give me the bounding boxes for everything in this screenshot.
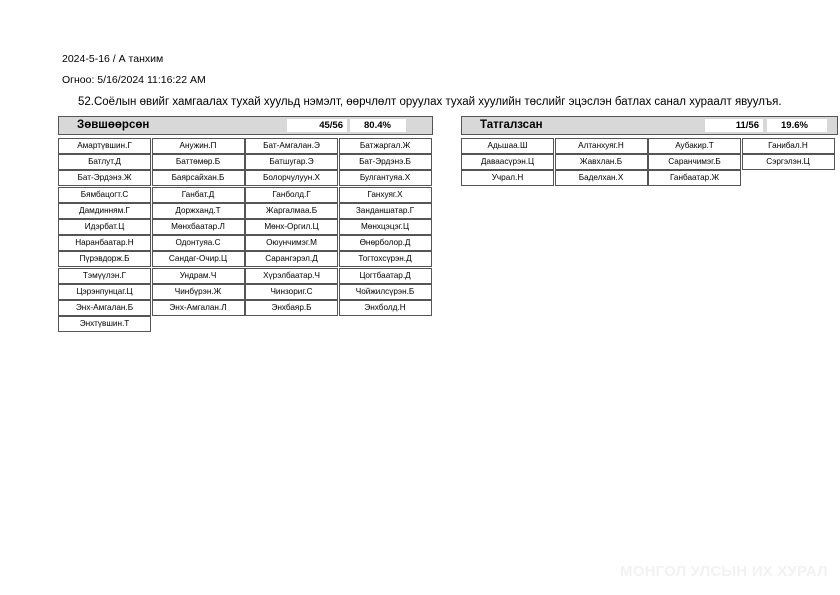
member-name-cell: Адьшаа.Ш <box>461 138 554 154</box>
member-name-cell: Хүрэлбаатар.Ч <box>245 268 338 284</box>
member-name-cell: Энхтүвшин.Т <box>58 316 151 332</box>
member-name-cell: Пүрэвдорж.Б <box>58 251 151 267</box>
member-name-cell: Доржханд.Т <box>152 203 245 219</box>
member-name-cell: Одонтуяа.С <box>152 235 245 251</box>
date-room-line: 2024-5-16 / А танхим <box>62 53 164 65</box>
member-name-cell: Мөнхбаатар.Л <box>152 219 245 235</box>
member-name-cell: Ганбат.Д <box>152 187 245 203</box>
member-name-cell: Батлут.Д <box>58 154 151 170</box>
member-name-cell: Чинзориг.С <box>245 284 338 300</box>
rejected-count: 11/56 <box>705 119 763 132</box>
member-name-cell: Өнөрболор.Д <box>339 235 432 251</box>
member-name-cell: Бямбацогт.С <box>58 187 151 203</box>
member-name-cell: Жавхлан.Б <box>555 154 648 170</box>
rejected-percent: 19.6% <box>767 119 827 132</box>
member-name-cell: Идэрбат.Ц <box>58 219 151 235</box>
member-name-cell: Бат-Эрдэнэ.Ж <box>58 170 151 186</box>
member-name-cell: Энх-Амгалан.Л <box>152 300 245 316</box>
member-name-cell: Баделхан.Х <box>555 170 648 186</box>
member-name-cell: Дамдинням.Г <box>58 203 151 219</box>
member-name-cell: Тэмүүлэн.Г <box>58 268 151 284</box>
member-name-cell: Баттөмөр.Б <box>152 154 245 170</box>
member-name-cell: Бат-Эрдэнэ.Б <box>339 154 432 170</box>
approved-header <box>58 116 433 135</box>
approved-names-grid <box>58 138 433 332</box>
rejected-names-grid <box>461 138 838 187</box>
member-name-cell: Сарангэрэл.Д <box>245 251 338 267</box>
member-name-cell: Бат-Амгалан.Э <box>245 138 338 154</box>
approved-label: Зөвшөөрсөн <box>77 119 150 131</box>
rejected-header <box>461 116 838 135</box>
member-name-cell: Даваасүрэн.Ц <box>461 154 554 170</box>
member-name-cell: Ундрам.Ч <box>152 268 245 284</box>
motion-title: 52.Соёлын өвийг хамгаалах тухай хуульд нэмэлт, өөрчлөлт оруулах тухай хуулийн төслийг эцэслэн батлах санал хураалт явуулъя. <box>78 96 782 108</box>
timestamp-line: Огноо: 5/16/2024 11:16:22 AM <box>62 74 206 86</box>
member-name-cell: Энх-Амгалан.Б <box>58 300 151 316</box>
member-name-cell: Мөнхцэцэг.Ц <box>339 219 432 235</box>
member-name-cell: Сэргэлэн.Ц <box>742 154 835 170</box>
member-name-cell: Энхболд.Н <box>339 300 432 316</box>
member-name-cell: Амартүвшин.Г <box>58 138 151 154</box>
member-name-cell: Чинбүрэн.Ж <box>152 284 245 300</box>
approved-count: 45/56 <box>287 119 347 132</box>
member-name-cell: Ганбаатар.Ж <box>648 170 741 186</box>
member-name-cell: Саранчимэг.Б <box>648 154 741 170</box>
approved-block <box>58 116 433 332</box>
member-name-cell: Оюунчимэг.М <box>245 235 338 251</box>
member-name-cell: Цогтбаатар.Д <box>339 268 432 284</box>
member-name-cell: Батжаргал.Ж <box>339 138 432 154</box>
member-name-cell: Мөнх-Оргил.Ц <box>245 219 338 235</box>
member-name-cell: Аубакир.Т <box>648 138 741 154</box>
member-name-cell: Чойжилсүрэн.Б <box>339 284 432 300</box>
member-name-cell: Ганхуяг.Х <box>339 187 432 203</box>
approved-percent: 80.4% <box>350 119 406 132</box>
rejected-label: Татгалзсан <box>480 119 543 131</box>
member-name-cell: Алтанхуяг.Н <box>555 138 648 154</box>
watermark: МОНГОЛ УЛСЫН ИХ ХУРАЛ <box>620 563 828 580</box>
member-name-cell: Болорчулуун.Х <box>245 170 338 186</box>
member-name-cell: Ганболд.Г <box>245 187 338 203</box>
member-name-cell: Энхбаяр.Б <box>245 300 338 316</box>
member-name-cell: Булгантуяа.Х <box>339 170 432 186</box>
member-name-cell: Анужин.П <box>152 138 245 154</box>
member-name-cell: Баярсайхан.Б <box>152 170 245 186</box>
member-name-cell: Наранбаатар.Н <box>58 235 151 251</box>
member-name-cell: Ганибал.Н <box>742 138 835 154</box>
member-name-cell: Жаргалмаа.Б <box>245 203 338 219</box>
member-name-cell: Сандаг-Очир.Ц <box>152 251 245 267</box>
member-name-cell: Учрал.Н <box>461 170 554 186</box>
member-name-cell: Цэрэнпунцаг.Ц <box>58 284 151 300</box>
rejected-block <box>461 116 838 187</box>
member-name-cell: Тогтохсүрэн.Д <box>339 251 432 267</box>
member-name-cell: Батшугар.Э <box>245 154 338 170</box>
member-name-cell: Занданшатар.Г <box>339 203 432 219</box>
